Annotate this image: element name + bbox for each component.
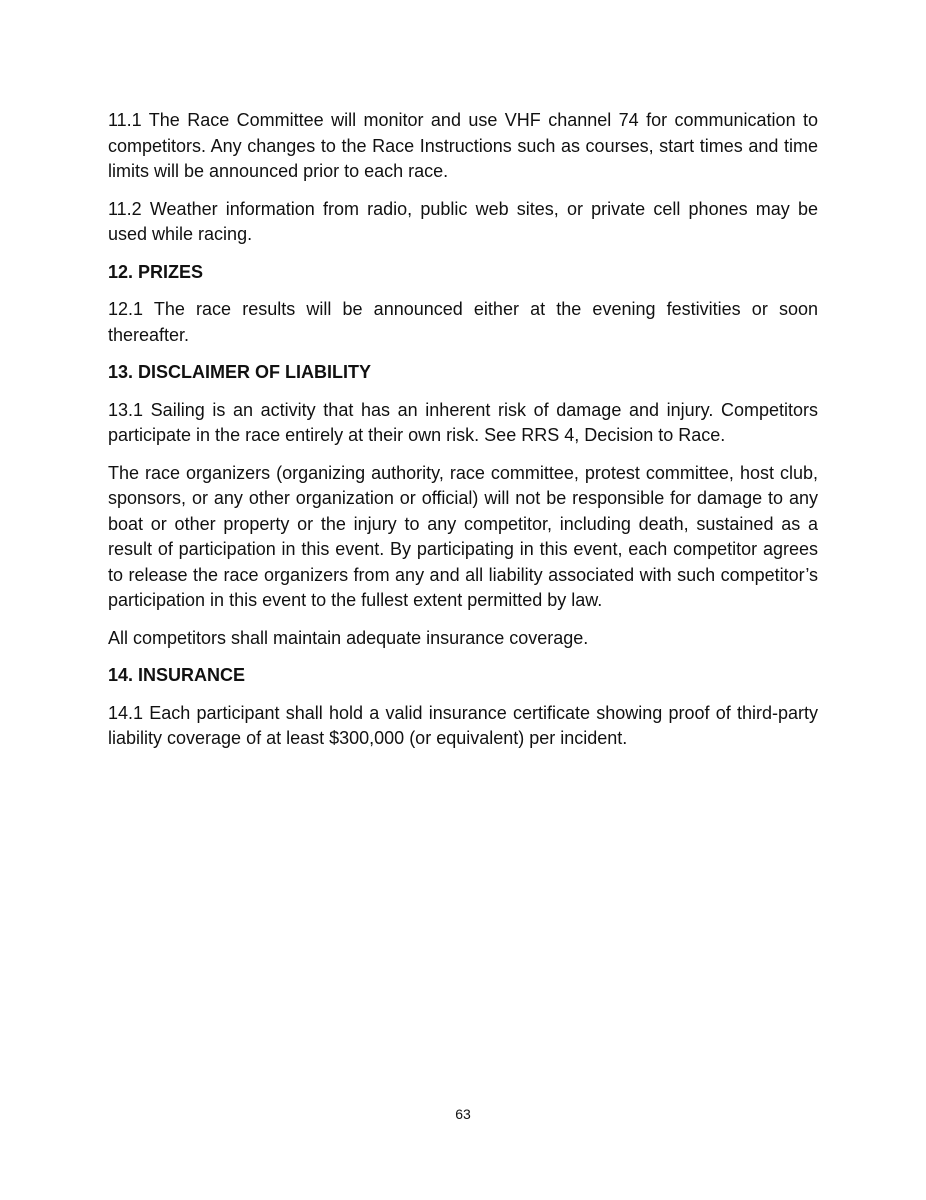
paragraph-14-1: 14.1 Each participant shall hold a valid insurance certificate showing proof of third-party liability coverage of at least $300,000 (or equivalent) per incident. [108,702,818,748]
paragraph-11-2: 11.2 Weather information from radio, public web sites, or private cell phones may be used while racing. [108,198,818,244]
paragraph-organizers-liability: The race organizers (organizing authority, race committee, protest committee, host club, sponsors, or any other organization or official) will not be responsible for damage to any boat or other property or the injury to any competitor, including death, sustained as a result of participation in this event. By participating in this event, each competitor agrees to release the race organizers from any and all liability associated with such competitor’s participation in this event to the fullest extent permitted by law. [108,462,818,610]
paragraph-13-1: 13.1 Sailing is an activity that has an inherent risk of damage and injury. Competitors participate in the race entirely at their own risk. See RRS 4, Decision to Race. [108,399,818,445]
page-number: 63 [455,1106,471,1122]
heading-insurance: 14. INSURANCE [108,665,246,685]
heading-disclaimer: 13. DISCLAIMER OF LIABILITY [108,362,372,382]
paragraph-12-1: 12.1 The race results will be announced either at the evening festivities or soon thereafter. [108,299,818,345]
paragraph-insurance-coverage: All competitors shall maintain adequate insurance coverage. [108,627,589,648]
heading-prizes: 12. PRIZES [108,261,204,282]
paragraph-11-1: 11.1 The Race Committee will monitor and use VHF channel 74 for communication to competitors. Any changes to the Race Instructions such as courses, start times and time limits will be announced prior to each race. [108,110,818,181]
page-content [108,108,818,764]
